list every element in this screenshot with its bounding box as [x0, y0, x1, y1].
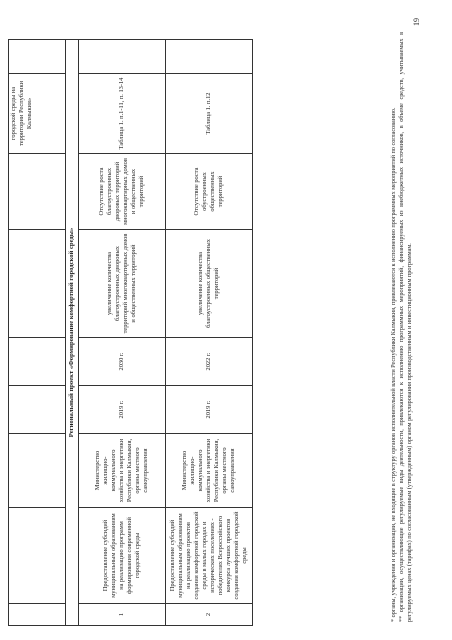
- table-row: [79, 40, 166, 626]
- table-row: [166, 40, 253, 626]
- responsible-executor: Министерство жилищно-коммунального хозяйства и энергетики Республики Калмыкия, органы местного самоуправления: [79, 434, 166, 508]
- page-number: 19: [412, 18, 421, 26]
- table-cell: [9, 434, 66, 508]
- table-cell: [166, 40, 253, 74]
- footnote: * органы, учреждения и организации, не входящие в структуру органов исполнительной власти Республики Калмыкия, привлекаются к исполнению программных мероприятий по согласованию.: [390, 107, 397, 622]
- expected-result: увеличение количества благоустроенных дворовых территорий многоквартирных домов и общественных территорий: [79, 230, 166, 338]
- end-year: 2022 г.: [166, 338, 253, 386]
- table-cell: [9, 40, 66, 74]
- non-implementation-consequence: Отсутствие роста обустроенных общественных территорий: [166, 154, 253, 230]
- table-cell-continuation-text: городской среды на территории Республики Калмыкия»: [9, 74, 66, 154]
- row-number: 1: [79, 604, 166, 626]
- table-cell: [79, 40, 166, 74]
- non-implementation-consequence: Отсутствие роста благоустроенных дворовых территорий многоквартирных домов и общественных территорий: [79, 154, 166, 230]
- section-title: Региональный проект «Формирование комфортной городской среды»: [66, 40, 79, 626]
- indicator-link: Таблица 1. п.1-11, п. 13-14: [79, 74, 166, 154]
- table-cell: [9, 338, 66, 386]
- section-heading-row: [66, 40, 79, 626]
- measure-name: Предоставление субсидий муниципальным образованиям на реализацию программ формирования современной городской среды: [79, 508, 166, 604]
- rotated-page: [8, 16, 428, 626]
- table-cell: [9, 386, 66, 434]
- measure-name: Предоставление субсидий муниципальным образованиям на реализацию проектов создания комфортной городской среды в малых городах и исторических поселениях - победителях Всероссийского конкурса лучших проектов создания комфортной городской среды: [166, 508, 253, 604]
- table-cell: [9, 230, 66, 338]
- end-year: 2030 г.: [79, 338, 166, 386]
- footnote: ** организации, осуществляющие регулируемые виды деятельности, привлекаются к исполнению программных мероприятий, финансируемых из внебюджетных источников, в объеме средств, учитываемых в регулируемых ценах (тарифах) по согласованным (утвержденным) органом регулирования производственным и инвестиционным программам.: [398, 32, 414, 622]
- responsible-executor: Министерство жилищно-коммунального хозяйства и энергетики Республики Калмыкия, органы местного самоуправления: [166, 434, 253, 508]
- program-measures-table: [8, 39, 253, 626]
- footnotes: [390, 32, 414, 622]
- indicator-link: Таблица 1. п.12: [166, 74, 253, 154]
- start-year: 2019 г.: [166, 386, 253, 434]
- row-number: 2: [166, 604, 253, 626]
- table-continuation-row: [9, 40, 66, 626]
- table-cell: [9, 508, 66, 604]
- start-year: 2019 г.: [79, 386, 166, 434]
- table-cell: [9, 154, 66, 230]
- table-cell: [9, 604, 66, 626]
- expected-result: увеличение количества благоустроенных общественных территорий: [166, 230, 253, 338]
